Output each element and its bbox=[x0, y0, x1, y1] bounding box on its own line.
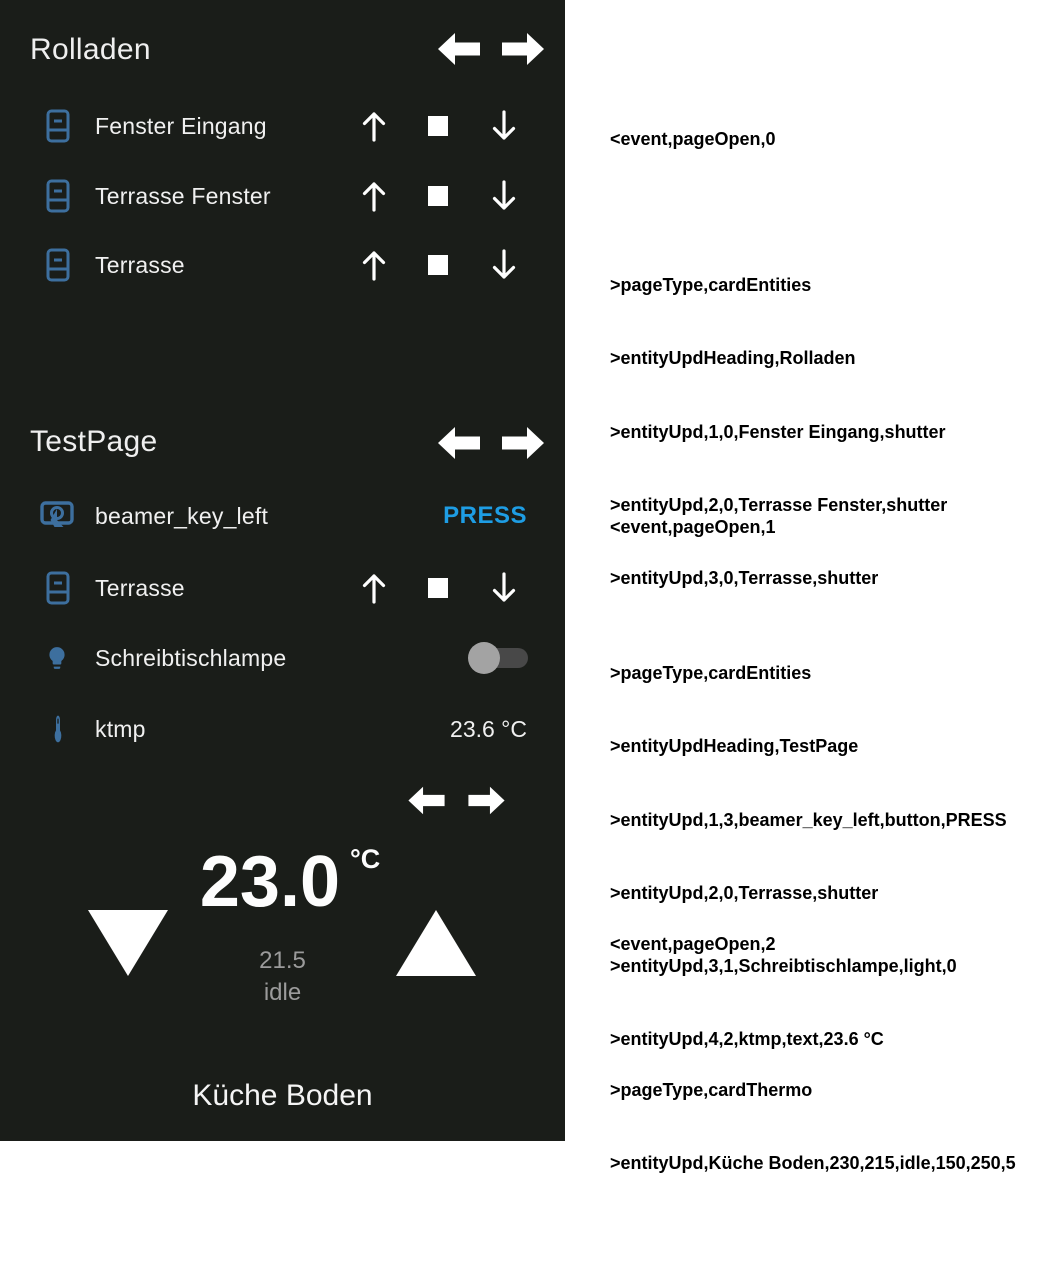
shutter-stop-button[interactable] bbox=[428, 116, 448, 136]
log-line: >entityUpd,1,3,beamer_key_left,button,PRESS bbox=[610, 809, 1007, 830]
log-line: >pageType,cardEntities bbox=[610, 275, 812, 296]
shutter-down-button[interactable] bbox=[490, 178, 518, 214]
gesture-tap-button-icon bbox=[40, 500, 74, 537]
window-shutter-icon bbox=[46, 248, 70, 287]
nav-next-button[interactable] bbox=[502, 31, 544, 67]
entity-row bbox=[0, 636, 565, 680]
entity-label: Schreibtischlampe bbox=[95, 645, 287, 671]
log-line: >entityUpd,3,1,Schreibtischlampe,light,0 bbox=[610, 956, 957, 977]
log-line: >entityUpd,3,0,Terrasse,shutter bbox=[610, 568, 879, 589]
serial-log-page2 bbox=[610, 883, 1016, 1273]
card-heading: Rolladen bbox=[30, 33, 151, 66]
entity-row bbox=[0, 566, 565, 610]
nav-next-button[interactable] bbox=[468, 785, 510, 821]
log-line: >pageType,cardThermo bbox=[610, 1080, 813, 1101]
press-button[interactable]: PRESS bbox=[443, 502, 527, 529]
hmi-display-panel bbox=[0, 0, 565, 1141]
entity-row bbox=[0, 243, 565, 287]
entity-row bbox=[0, 174, 565, 218]
log-event-line: <event,pageOpen,2 bbox=[610, 933, 776, 954]
entity-label: Terrasse bbox=[95, 575, 185, 601]
window-shutter-icon bbox=[46, 571, 70, 610]
shutter-up-button[interactable] bbox=[360, 178, 388, 214]
shutter-stop-button[interactable] bbox=[428, 186, 448, 206]
target-temperature: 21.5 bbox=[259, 947, 306, 974]
temperature-unit: °C bbox=[350, 844, 381, 874]
log-line: >entityUpd,1,0,Fenster Eingang,shutter bbox=[610, 421, 946, 442]
log-event-line: <event,pageOpen,0 bbox=[610, 128, 776, 149]
stop-square-icon bbox=[428, 578, 448, 598]
nav-next-button[interactable] bbox=[502, 425, 544, 461]
log-line: >entityUpdHeading,TestPage bbox=[610, 736, 859, 757]
sensor-value: 23.6 °C bbox=[450, 716, 527, 742]
card-rolladen bbox=[0, 0, 565, 410]
log-event-line: <event,pageOpen,1 bbox=[610, 516, 776, 537]
window-shutter-icon bbox=[46, 109, 70, 148]
card-heading: TestPage bbox=[30, 425, 158, 458]
shutter-up-button[interactable] bbox=[360, 108, 388, 144]
entity-label: beamer_key_left bbox=[95, 503, 269, 529]
light-toggle-switch[interactable] bbox=[468, 642, 528, 674]
shutter-down-button[interactable] bbox=[490, 108, 518, 144]
log-line: >entityUpd,2,0,Terrasse,shutter bbox=[610, 882, 879, 903]
log-line: >entityUpd,4,2,ktmp,text,23.6 °C bbox=[610, 1029, 884, 1050]
lightbulb-icon bbox=[44, 643, 70, 678]
nav-prev-button[interactable] bbox=[438, 31, 480, 67]
entity-label: ktmp bbox=[95, 716, 146, 742]
nav-prev-button[interactable] bbox=[438, 425, 480, 461]
thermometer-icon bbox=[50, 713, 66, 750]
hvac-state: idle bbox=[263, 979, 302, 1006]
shutter-stop-button[interactable] bbox=[428, 578, 448, 598]
toggle-knob bbox=[468, 642, 500, 674]
entity-row bbox=[0, 104, 565, 148]
card-testpage bbox=[0, 410, 565, 770]
shutter-stop-button[interactable] bbox=[428, 255, 448, 275]
stop-square-icon bbox=[428, 255, 448, 275]
card-thermostat bbox=[0, 770, 565, 1141]
entity-row bbox=[0, 707, 565, 751]
log-line: >pageType,cardEntities bbox=[610, 663, 812, 684]
nav-prev-button[interactable] bbox=[408, 785, 450, 821]
log-line: >entityUpd,2,0,Terrasse Fenster,shutter bbox=[610, 494, 948, 515]
shutter-up-button[interactable] bbox=[360, 247, 388, 283]
log-line: >entityUpd,Küche Boden,230,215,idle,150,250,5 bbox=[610, 1153, 1016, 1174]
entity-label: Terrasse bbox=[95, 252, 185, 278]
stop-square-icon bbox=[428, 186, 448, 206]
entity-row bbox=[0, 494, 565, 538]
entity-label: Terrasse Fenster bbox=[95, 183, 271, 209]
shutter-down-button[interactable] bbox=[490, 247, 518, 283]
window-shutter-icon bbox=[46, 179, 70, 218]
shutter-down-button[interactable] bbox=[490, 570, 518, 606]
entity-label: Fenster Eingang bbox=[95, 113, 267, 139]
stop-square-icon bbox=[428, 116, 448, 136]
log-line: >entityUpdHeading,Rolladen bbox=[610, 348, 856, 369]
current-temperature: 23.0 bbox=[199, 842, 340, 922]
thermostat-title: Küche Boden bbox=[192, 1079, 373, 1112]
shutter-up-button[interactable] bbox=[360, 570, 388, 606]
